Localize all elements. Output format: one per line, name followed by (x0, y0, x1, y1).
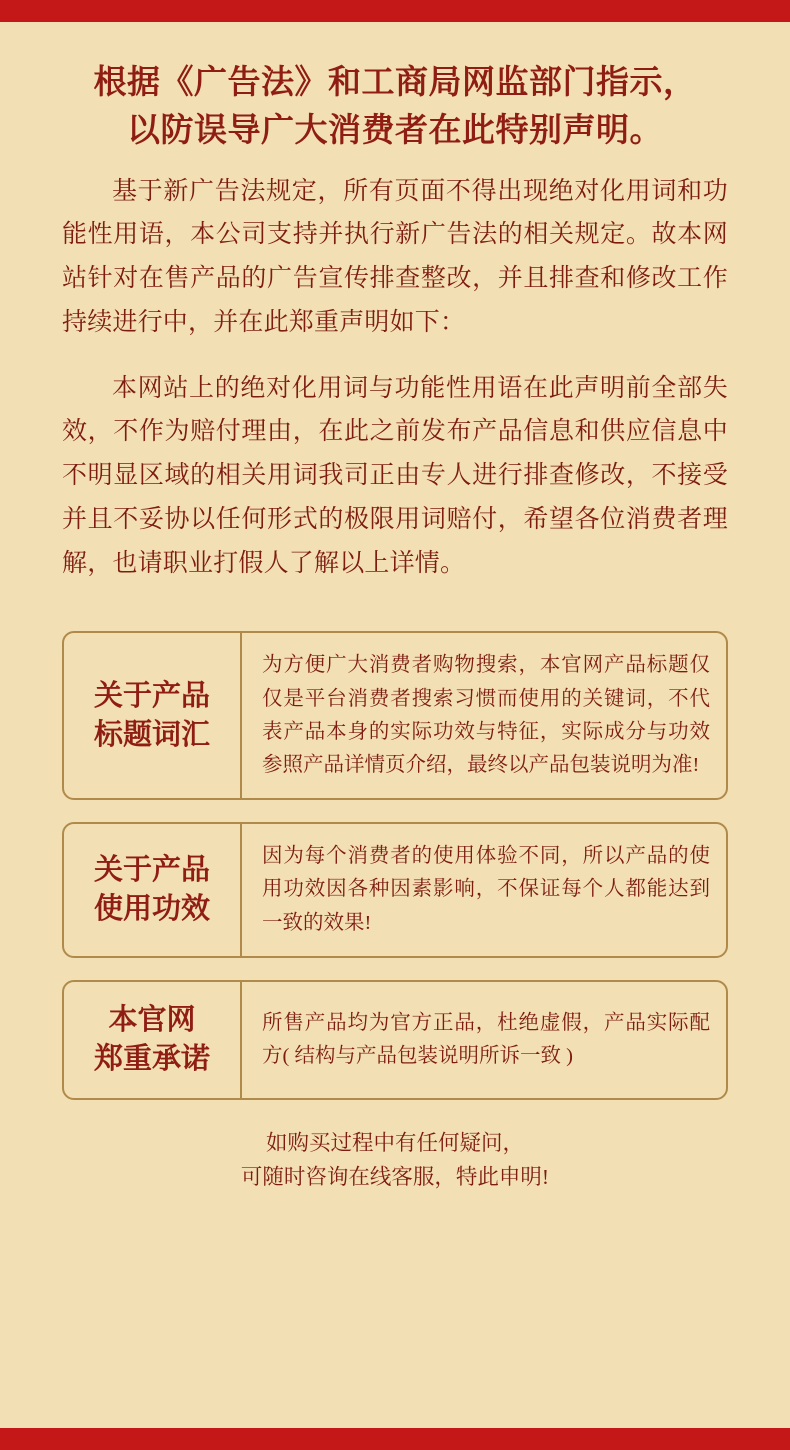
bottom-color-band (0, 1428, 790, 1450)
footer-line-2: 可随时咨询在线客服，特此申明! (240, 1165, 550, 1190)
card-title-line-1: 关于产品 (93, 679, 210, 712)
card-title (64, 824, 242, 956)
top-color-band (0, 0, 790, 22)
card-body: 所售产品均为官方正品，杜绝虚假，产品实际配方( 结构与产品包装说明所诉一致 ) (262, 1011, 710, 1067)
footer-note (62, 1126, 728, 1195)
card-title-line-1: 关于产品 (93, 853, 210, 886)
card-title-line-1: 本官网 (108, 1003, 196, 1036)
statement-card (62, 980, 728, 1100)
footer-line-1: 如购买过程中有任何疑问， (265, 1130, 524, 1155)
statement-paragraph-1: 基于新广告法规定，所有页面不得出现绝对化用词和功能性用语，本公司支持并执行新广告法的相关规定。故本网站针对在售产品的广告宣传排查整改，并且排查和修改工作持续进行中，并在此郑重声明如下： (62, 177, 728, 336)
card-title (64, 633, 242, 798)
statement-card (62, 631, 728, 800)
card-body: 为方便广大消费者购物搜索，本官网产品标题仅仅是平台消费者搜索习惯而使用的关键词，不代表产品本身的实际功效与特征，实际成分与功效参照产品详情页介绍，最终以产品包装说明为准! (262, 654, 710, 777)
page-title-line-2: 以防误导广大消费者在此特别声明。 (127, 112, 663, 149)
card-title-line-2: 郑重承诺 (93, 1042, 210, 1075)
statement-paragraph-2: 本网站上的绝对化用词与功能性用语在此声明前全部失效，不作为赔付理由，在此之前发布产品信息和供应信息中不明显区域的相关用词我司正由专人进行排查修改，不接受并且不妥协以任何形式的极限用词赔付，希望各位消费者理解，也请职业打假人了解以上详情。 (62, 374, 728, 577)
card-body: 因为每个消费者的使用体验不同，所以产品的使用功效因各种因素影响，不保证每个人都能达到一致的效果! (262, 845, 710, 934)
statement-card (62, 822, 728, 958)
statement-sheet (0, 22, 790, 1428)
card-title (64, 982, 242, 1098)
card-title-line-2: 标题词汇 (93, 718, 210, 751)
page-title (62, 60, 728, 156)
card-title-line-2: 使用功效 (93, 893, 210, 926)
page-title-line-1: 根据《广告法》和工商局网监部门指示， (93, 65, 697, 101)
statement-card-list (62, 631, 728, 1099)
